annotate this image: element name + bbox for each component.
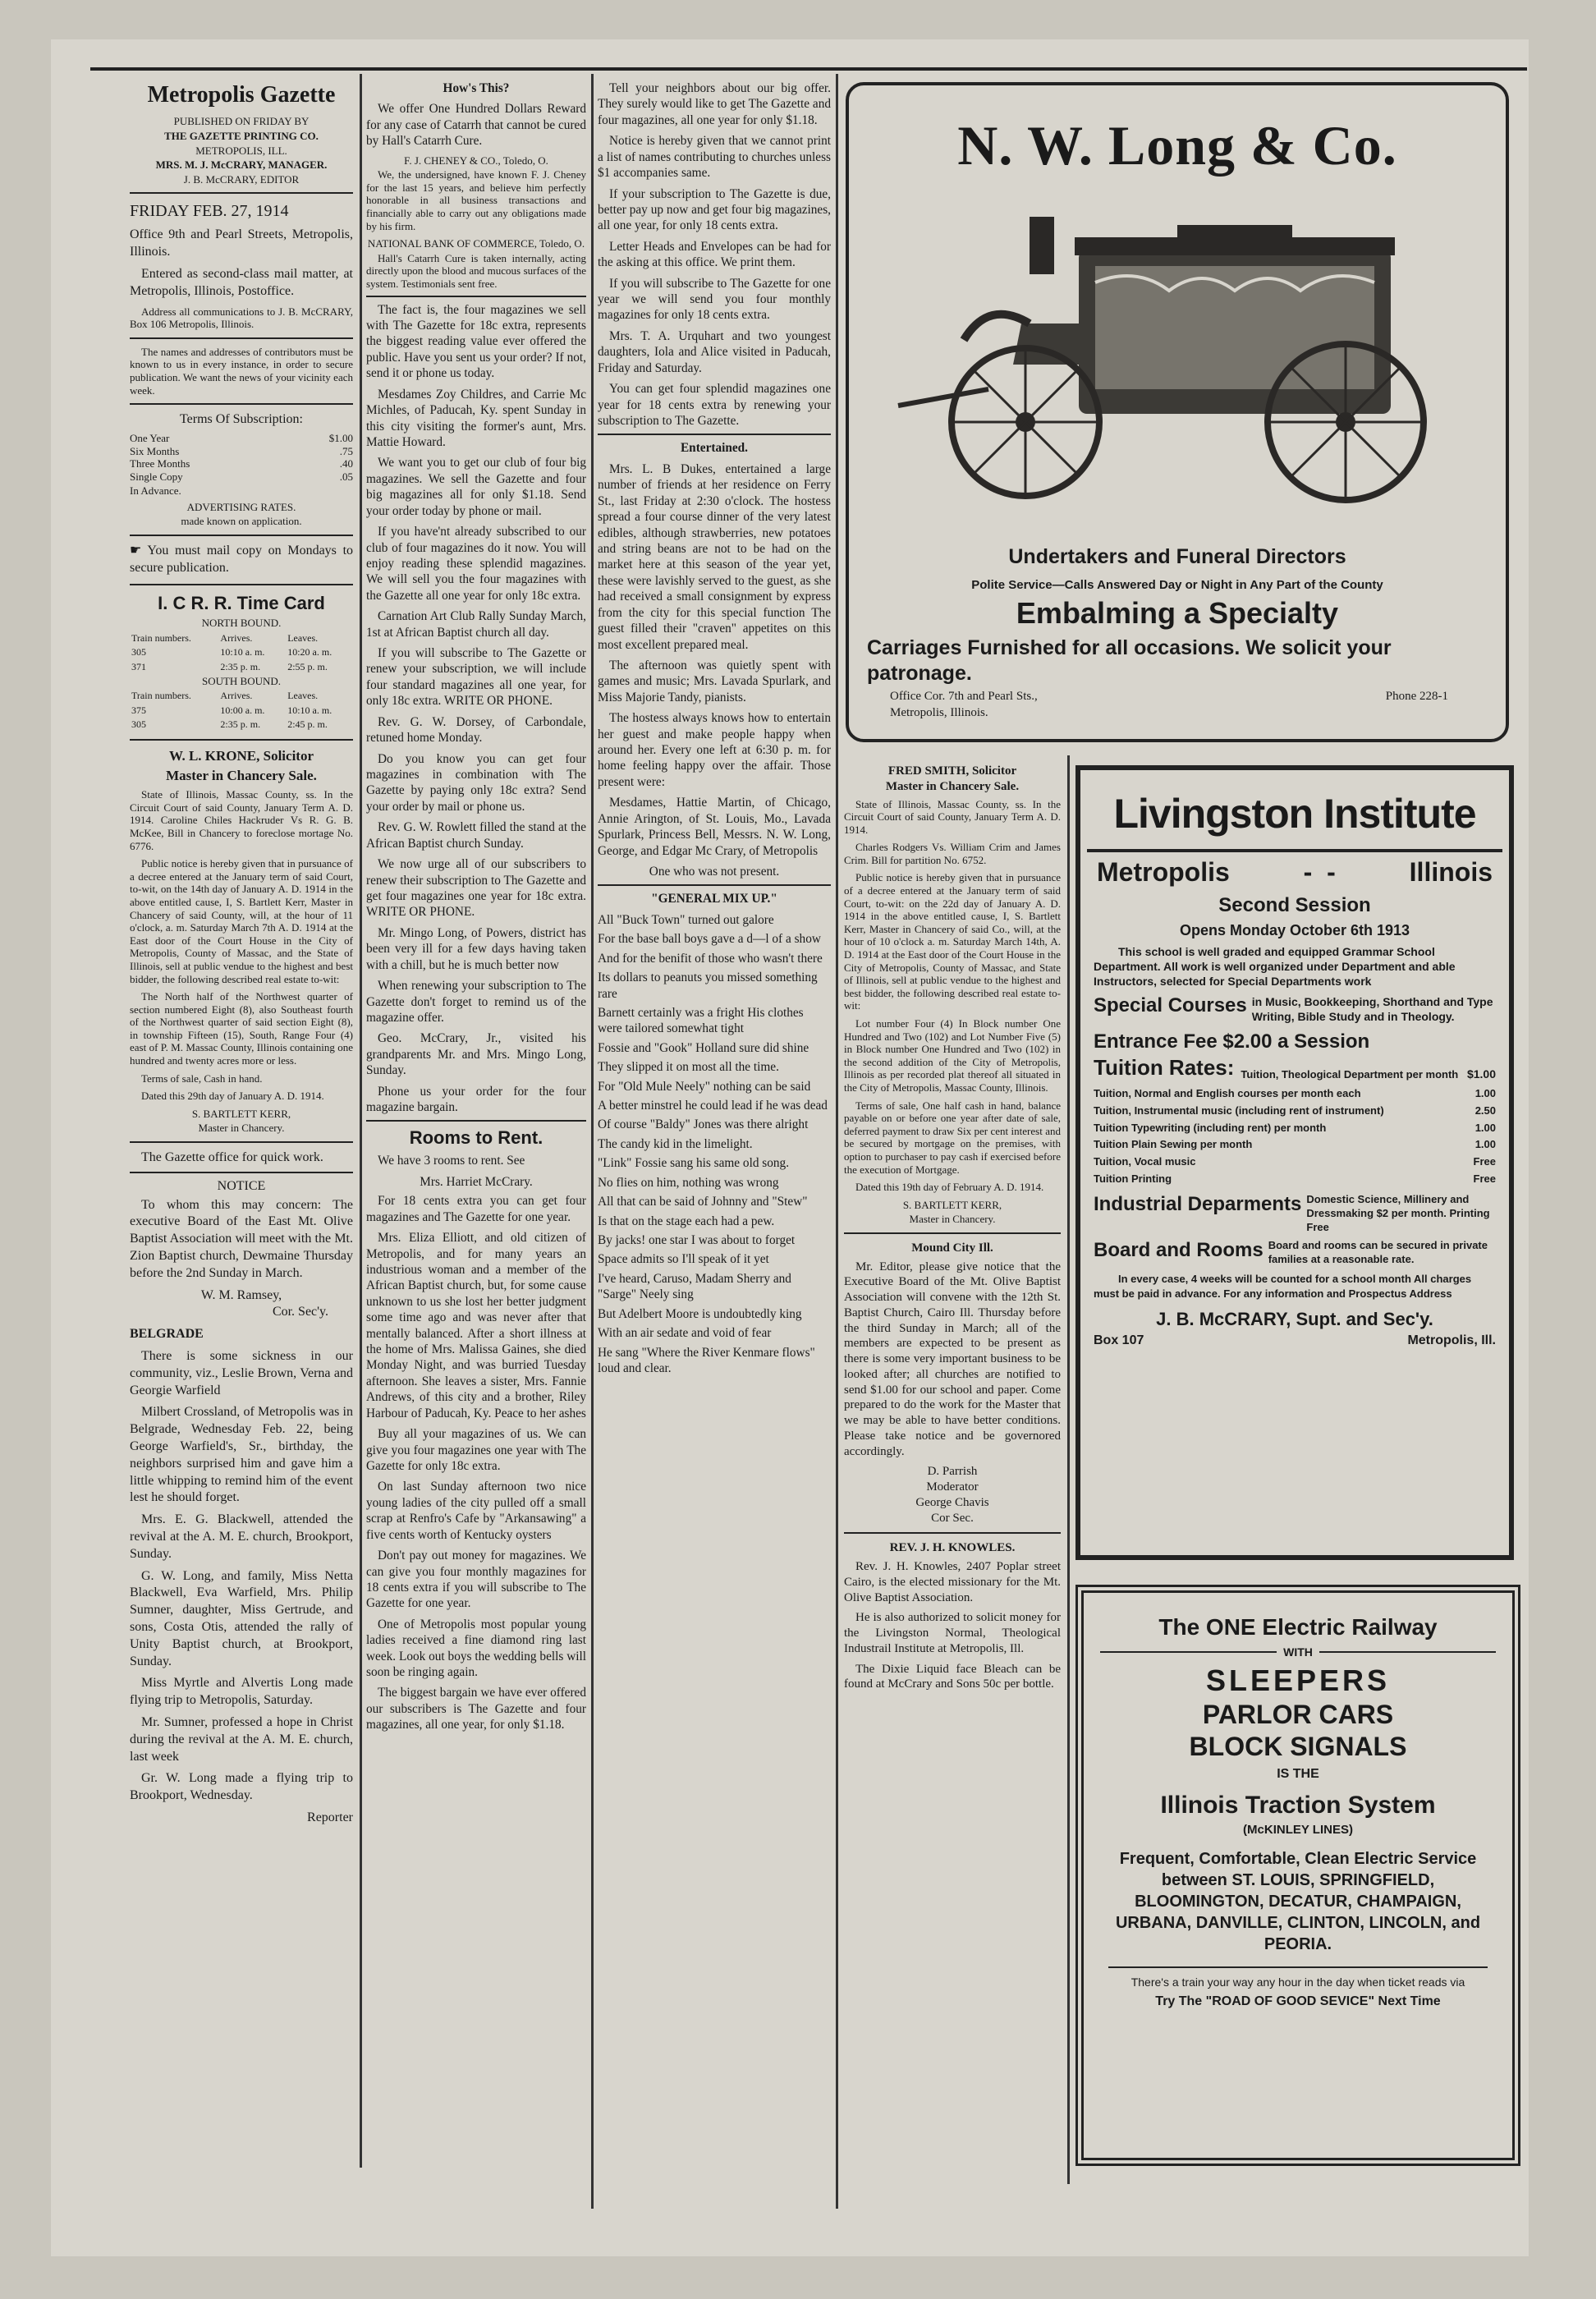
col2-para: When renewing your subscription to The Gazette don't forget to remind us of the magazine offer. (366, 979, 586, 1025)
tuition-theological: Tuition, Theological Department per month (1241, 1067, 1459, 1081)
rooms-heading: Rooms to Rent. (409, 1127, 543, 1149)
livingston-note: In every case, 4 weeks will be counted for a school month All charges must be paid in advance. For any information and Prospectus Address (1094, 1273, 1472, 1301)
entertained-para: The afternoon was quietly spent with games and music; Mrs. Lavada Spurlark, and Miss Majorie Tandy, pianists. (598, 658, 831, 704)
subscription-row: Three Months .40 (130, 457, 353, 470)
livingston-box-row (1094, 1333, 1496, 1348)
livingston-city-line: Metropolis, Ill. (1407, 1333, 1496, 1347)
mound-city-notice (844, 1241, 1061, 1535)
special-courses-row (1094, 994, 1496, 1024)
col3-para: If you will subscribe to The Gazette for one year we will send you four monthly magazines for only 18 cents extra. (598, 276, 831, 323)
hows-body: We offer One Hundred Dollars Reward for any case of Catarrh that cannot be cured by Hall's Catarrh Cure. (366, 102, 586, 149)
livingston-city-row (1080, 857, 1509, 888)
col2-para: Rev. G. W. Dorsey, of Carbondale, retuned home Monday. (366, 714, 586, 746)
poem-line: All that can be said of Johnny and "Stew" (598, 1195, 808, 1209)
board-body: Board and rooms can be secured in private families at a reasonable rate. (1268, 1239, 1488, 1266)
krone-signature: Master in Chancery. (198, 1122, 285, 1135)
tuition-table (1094, 1085, 1496, 1188)
advance-note: In Advance. (130, 484, 181, 498)
column-rule-3 (836, 74, 838, 2209)
column-3 (598, 80, 831, 1379)
col3-para: Mrs. T. A. Urquhart and two youngest daughters, Iola and Alice visited in Paducah, Friday and Saturday. (598, 328, 831, 375)
hearse-illustration (890, 200, 1465, 504)
col2-para: For 18 cents extra you can get four magazines and The Gazette for one year. (366, 1194, 586, 1224)
krone-heading: W. L. KRONE, Solicitor (169, 748, 314, 764)
long-ad-embalm: Embalming a Specialty (1016, 596, 1339, 630)
entrance-fee: Entrance Fee $2.00 a Session (1094, 1030, 1370, 1053)
smith-body: Public notice is hereby given that in pursuance of a decree entered at the January term of said Court, to-wit: on the 22d day of January A. D. 1914 in the above entitled cause, I, S. Bartlett Kerr, Master in Chancery of said Co., will, at the hour of 10 o'clock a. m. Saturday March 14th, A. D. 1914 at the East door of the Court House in the City of Metropolis, County of Massac, and State of Illinois, sell at public vendue to the highest and best bidder, the following described real estate to-wit: (844, 871, 1061, 1012)
entertained-para: The hostess always knows how to entertain her guest and make people happy when around her. Every one left at 6:30 p. m. for home feeling happy over the affair. Those present were: (598, 711, 831, 789)
livingston-state: Illinois (1409, 857, 1493, 887)
col2-para: Mr. Mingo Long, of Powers, district has been very ill for a few days having taken with a chill, but he is much better now (366, 925, 586, 972)
poem-line: All "Buck Town" turned out galore (598, 912, 774, 927)
livingston-institute-ad (1075, 765, 1514, 1560)
subscription-heading: Terms Of Subscription: (180, 412, 303, 427)
poem-line: With an air sedate and void of fear (598, 1326, 772, 1341)
poem-line: For the base ball boys gave a d—l of a show (598, 932, 821, 947)
smith-signature: S. BARTLETT KERR, (902, 1198, 1002, 1211)
belgrade-para: Mr. Sumner, professed a hope in Christ during the revival at the A. M. E. church, last week (130, 1714, 353, 1764)
livingston-signature: J. B. McCRARY, Supt. and Sec'y. (1156, 1308, 1433, 1329)
belgrade-para: Milbert Crossland, of Metropolis was in Belgrade, Wednesday Feb. 22, being George Warfield's, Sr., birthday, the neighbors surprised him and gave him a little whipping to remind him of the event lest he should forget. (130, 1405, 353, 1505)
livingston-body: This school is well graded and equipped Grammar School Department. All work is well organized under Department and able Instructors, selected for Special Departments work (1094, 945, 1456, 989)
col2-para: The fact is, the four magazines we sell with The Gazette for 18c extra, represents the biggest reading value ever offered the public. Have you sent us your order? If not, send it or phone us today. (366, 302, 586, 381)
column-rule-4 (1067, 755, 1070, 2184)
smith-signature: Master in Chancery. (909, 1213, 996, 1226)
cheney-body: We, the undersigned, have known F. J. Cheney for the last 15 years, and believe him perfectly honorable in all business transactions and financially able to carry out any obligations made by his firm. (366, 168, 586, 232)
long-ad-office: Metropolis, Illinois. (890, 706, 988, 719)
belgrade-para: Miss Myrtle and Alvertis Long made flying trip to Metropolis, Saturday. (130, 1676, 353, 1708)
poem-line: The candy kid in the limelight. (598, 1136, 753, 1151)
railway-try: Try The "ROAD OF GOOD SEVICE" Next Time (1155, 1994, 1441, 2009)
col2-para: One of Metropolis most popular young ladies received a fine diamond ring last week. Look out boys the wedding bells will soon be ringing again. (366, 1617, 586, 1680)
railway-train: There's a train your way any hour in the day when ticket reads via (1130, 1975, 1465, 1989)
smith-body: Terms of sale, One half cash in hand, balance payable on or before one year after date of sale, deferred payment to draw Six per cent interest and be secured by mortgage on the premises, with option to purchaser to pay cash if exercised before the execution of Mortgage. (844, 1099, 1061, 1176)
time-card-title: I. C R. R. Time Card (158, 592, 325, 613)
mail-note: You must mail copy on Mondays to secure publication. (130, 544, 354, 575)
issue-date: FRIDAY FEB. 27, 1914 (130, 202, 289, 221)
livingston-box: Box 107 (1094, 1333, 1144, 1347)
entertained-para: Mrs. L. B Dukes, entertained a large number of friends at her residence on Ferry St., last Friday at 2:30 o'clock. The hostess spread a four course dinner of the very latest edibles, although strawberries, new potatoes and string beans are not to be had on the market here at this season of the year yet, these were lavishly served to the guest, as she had received a small consignment by express from the city for this special function The guest filled their "craven" appetites on this most excellent prepared meal. (598, 461, 831, 652)
smith-heading: FRED SMITH, Solicitor (887, 764, 1017, 778)
advertising-heading: ADVERTISING RATES. (186, 500, 296, 513)
railway-isthe: IS THE (1277, 1767, 1319, 1781)
poem-line: But Adelbert Moore is undoubtedly king (598, 1306, 802, 1321)
belgrade-heading: BELGRADE (130, 1327, 204, 1342)
col3-para: You can get four splendid magazines one year for 18 cents extra by renewing your subscription to The Gazette. (598, 382, 831, 429)
railway-name: Illinois Traction System (1160, 1792, 1436, 1819)
tuition-rates-row (1094, 1055, 1496, 1081)
notice-body: To whom this may concern: The executive Board of the East Mt. Olive Baptist Association will meet with the Mt. Zion Baptist church, Dewmaine Thursday before the 2nd Sunday in March. (130, 1197, 353, 1280)
col3-para: If your subscription to The Gazette is due, better pay up now and get four big magazines, all one year, for only 18 cents extra. (598, 186, 831, 233)
masthead-line: J. B. McCRARY, EDITOR (183, 172, 300, 186)
pointing-hand-icon: ☛ (130, 544, 142, 558)
south-table: Train numbers. Arrives. Leaves. 375 10:00 a. m. 10:10 a. m. 305 2:35 p. m. 2:45 p. m. (131, 690, 332, 731)
long-ad-phone: Phone 228-1 (1385, 690, 1448, 703)
north-table: Train numbers. Arrives. Leaves. 305 10:10 a. m. 10:20 a. m. 371 2:35 p. m. 2:55 p. m. (131, 631, 332, 673)
poem-line: Its dollars to peanuts you missed something rare (598, 971, 818, 1001)
krone-body: Terms of sale, Cash in hand. (141, 1071, 263, 1085)
time-card (130, 592, 353, 741)
railway-with: WITH (1283, 1645, 1313, 1659)
column-rule-1 (360, 74, 362, 2168)
belgrade-signature: Reporter (307, 1810, 353, 1824)
krone-sale-notice (130, 747, 353, 1143)
col2-para: Rev. G. W. Rowlett filled the stand at the African Baptist church Sunday. (366, 820, 586, 851)
long-ad-subtitle: Undertakers and Funeral Directors (1008, 545, 1346, 568)
col2-para: The biggest bargain we have ever offered our subscribers is The Gazette and four magazines, all one year, for only $1.18. (366, 1686, 586, 1732)
railway-mckinley: (McKINLEY LINES) (1243, 1823, 1353, 1837)
col2-para: Mesdames Zoy Childres, and Carrie Mc Michles, of Paducah, Ky. spent Sunday in this city visiting the former's aunt, Mrs. Mattie Howard. (366, 387, 586, 449)
tuition-row: Tuition Plain Sewing per month 1.00 (1094, 1138, 1496, 1151)
col2-para: Phone us your order for the four magazine bargain. (366, 1084, 586, 1115)
with-row (1100, 1645, 1496, 1659)
names-notice: The names and addresses of contributors must be known to us in every instance, in order to secure publication. We want the news of your vicinity each week. (130, 345, 353, 397)
masthead-title: Metropolis Gazette (147, 82, 336, 108)
belgrade-para: There is some sickness in our community, viz., Leslie Brown, Verna and Georgie Warfield (130, 1349, 353, 1397)
col2-para: Geo. McCrary, Jr., visited his grandparents Mr. and Mrs. Mingo Long, Sunday. (366, 1031, 586, 1078)
knowles-body: The Dixie Liquid face Bleach can be found at McCrary and Sons 50c per bottle. (844, 1662, 1061, 1691)
poem-line: They slipped it on most all the time. (598, 1060, 779, 1075)
railway-sleepers: SLEEPERS (1205, 1663, 1391, 1697)
lamp-icon (1030, 217, 1054, 274)
poem-line: For "Old Mule Neely" nothing can be said (598, 1079, 811, 1094)
poem-line: Space admits so I'll speak of it yet (598, 1252, 769, 1267)
krone-subheading: Master in Chancery Sale. (166, 768, 317, 784)
tuition-row: Tuition Printing Free (1094, 1172, 1496, 1185)
top-rule (90, 67, 1527, 71)
notice-signature: Cor. Sec'y. (272, 1305, 328, 1319)
poem-line: Fossie and "Gook" Holland sure did shine (598, 1040, 809, 1055)
krone-body: Public notice is hereby given that in pursuance of a decree entered at the January term of said Court, to-wit, on the 14th day of January A. D. 1914 in the above entitled cause, I, S. Bartlett Kerr, Master in Chancery of said County, will, at the hour of 11 o'clock, a. m. Saturday March 7th A. D. 1914 at the East door of the Court House in the City of Metropolis, County of Massac, and the State of Illinois, sell at public vendue to the highest and best bidder, the following described real estate to-wit: (130, 857, 353, 985)
col2-para: On last Sunday afternoon two nice young ladies of the city pulled off a small scrap at Renfro's Cafe by "Arkansawing" a five cents worth of Kentucky oysters (366, 1480, 586, 1542)
tuition-row: Tuition Typewriting (including rent) per month 1.00 (1094, 1121, 1496, 1134)
livingston-session: Second Session (1218, 894, 1371, 916)
mix-up-heading: "GENERAL MIX UP." (651, 892, 777, 906)
poem-line: A better minstrel he could lead if he was dead (598, 1099, 828, 1113)
subscription-row: Single Copy .05 (130, 470, 353, 483)
notice-signature: W. M. Ramsey, (200, 1287, 282, 1302)
special-courses-body: in Music, Bookkeeping, Shorthand and Type Writing, Bible Study and in Theology. (1251, 994, 1493, 1023)
col2-para: If you have'nt already subscribed to our club of four magazines do it now. You will enjoy reading these splendid magazines. We will sell you the four magazines with the Gazette all one year for only 18c extra. (366, 525, 586, 603)
livingston-title: Livingston Institute (1113, 791, 1476, 837)
knowles-notice (844, 1540, 1061, 1692)
long-ad-office: Office Cor. 7th and Pearl Sts., (890, 690, 1038, 703)
knowles-body: He is also authorized to solicit money for the Livingston Normal, Theological Industrail Institute at Metropolis, Ill. (844, 1611, 1061, 1655)
hows-this-heading: How's This? (443, 81, 510, 95)
north-bound: NORTH BOUND. (201, 617, 282, 630)
address-notice: Address all communications to J. B. McCRARY, Box 106 Metropolis, Illinois. (130, 305, 353, 331)
smith-body: State of Illinois, Massac County, ss. In the Circuit Court of said County, January Term A. D. 1914. (844, 797, 1061, 836)
mound-signature: D. Parrish (927, 1465, 978, 1479)
tuition-price: $1.00 (1466, 1067, 1496, 1081)
railway-title: The ONE Electric Railway (1158, 1614, 1438, 1640)
livingston-opens: Opens Monday October 6th 1913 (1179, 922, 1410, 938)
poem-line: By jacks! one star I was about to forget (598, 1233, 796, 1247)
smith-subheading: Master in Chancery Sale. (885, 779, 1020, 793)
entertained-signature: One who was not present. (649, 864, 780, 879)
masthead (130, 80, 353, 405)
long-undertaker-ad (846, 82, 1509, 742)
col2-para: We want you to get our club of four big magazines. We sell the Gazette and four big magazines all for only $1.18. Send your order today by phone or mail. (366, 456, 586, 518)
column-2 (366, 80, 586, 1738)
poem-line: No flies on him, nothing was wrong (598, 1175, 779, 1190)
masthead-line: METROPOLIS, ILL. (195, 144, 287, 157)
column-rule-2 (591, 74, 594, 2209)
industrial-body: Domestic Science, Millinery and Dressmaking $2 per month. Printing Free (1306, 1192, 1490, 1233)
col2-para: If you will subscribe to The Gazette or renew your subscription, we will include four standard magazines all one year, for only 18c extra. WRITE OR PHONE. (366, 646, 586, 709)
col2-para: Do you know you can get four magazines in combination with The Gazette by paying only 18c extra? Send your order by mail or phone us. (366, 751, 586, 814)
mound-heading: Mound City Ill. (911, 1241, 993, 1255)
mound-signature: Cor Sec. (931, 1511, 974, 1525)
col2-para: Carnation Art Club Rally Sunday March, 1st at African Baptist church all day. (366, 609, 586, 640)
entertained-heading: Entertained. (680, 441, 748, 456)
subscription-row: Six Months .75 (130, 444, 353, 457)
railway-parlor: PARLOR CARS (1202, 1700, 1394, 1729)
long-ad-carriages: Carriages Furnished for all occasions. We solicit your patronage. (867, 636, 1392, 686)
poem-line: Is that on the stage each had a pew. (598, 1214, 775, 1228)
tuition-row: Tuition, Instrumental music (including rent of instrument) 2.50 (1094, 1104, 1496, 1117)
belgrade-section (130, 1326, 353, 1827)
poem-line: And for the benifit of those who wasn't there (598, 951, 823, 966)
subscription-row: One Year $1.00 (130, 431, 353, 444)
tuition-row: Tuition, Vocal music Free (1094, 1155, 1496, 1168)
mound-signature: George Chavis (915, 1495, 989, 1509)
board-heading: Board and Rooms (1094, 1239, 1264, 1262)
col3-para: Letter Heads and Envelopes can be had for the asking at this office. We print them. (598, 239, 831, 270)
krone-signature: S. BARTLETT KERR, (191, 1107, 291, 1120)
notice-section (130, 1178, 353, 1321)
masthead-line: THE GAZETTE PRINTING CO. (164, 129, 319, 142)
tuition-row: Tuition, Normal and English courses per month each 1.00 (1094, 1086, 1496, 1099)
col2-para: We now urge all of our subscribers to renew their subscription to The Gazette and get four magazines one year for 18c extra. WRITE OR PHONE. (366, 857, 586, 920)
illinois-traction-ad (1075, 1585, 1520, 2166)
knowles-body: Rev. J. H. Knowles, 2407 Poplar street Cairo, is the elected missionary for the Mt. Olive Baptist Association. (844, 1560, 1061, 1604)
belgrade-para: Mrs. E. G. Blackwell, attended the revival at the A. M. E. church, Brookport, Sunday. (130, 1512, 353, 1561)
gazette-office-note: The Gazette office for quick work. (141, 1150, 323, 1165)
railway-body: Frequent, Comfortable, Clean Electric Service between ST. LOUIS, SPRINGFIELD, BLOOMINGTON, DECATUR, CHAMPAIGN, URBANA, DANVILLE, CLINTON, LINCOLN, and PEORIA. (1115, 1850, 1481, 1953)
entered-notice: Entered as second-class mail matter, at Metropolis, Illinois, Postoffice. (130, 266, 353, 298)
belgrade-para: G. W. Long, and family, Miss Netta Blackwell, Eva Warfield, Mrs. Philip Sumner, daughter, Miss Gertrude, and sons, Costa Otis, attended the rally of Unity Baptist church, at Brookport, Sunday. (130, 1568, 353, 1668)
board-row (1094, 1239, 1496, 1267)
mix-up-poem (598, 912, 831, 1377)
poem-line: I've heard, Caruso, Madam Sherry and "Sarge" Neely sing (598, 1271, 791, 1302)
poem-line: Barnett certainly was a fright His clothes were tailored somewhat tight (598, 1005, 804, 1036)
dash-separator: - - (1303, 857, 1336, 887)
krone-body: State of Illinois, Massac County, ss. In the Circuit Court of said County, January Term A. D. 1914. Caroline Chiles Hackruder Vs R. G. B. McKee, Bill in Chancery to foreclose mortage No. 6776. (130, 788, 353, 852)
col3-para: Notice is hereby given that we cannot print a list of names contributing to churches unless $1 accompanies same. (598, 134, 831, 181)
tuition-heading: Tuition Rates: (1094, 1054, 1235, 1080)
rooms-body: We have 3 rooms to rent. See (378, 1154, 525, 1168)
masthead-line: PUBLISHED ON FRIDAY BY (173, 115, 310, 128)
rooms-signature: Mrs. Harriet McCrary. (420, 1174, 533, 1189)
special-courses-heading: Special Courses (1094, 993, 1247, 1016)
col2-para: Buy all your magazines of us. We can give you four magazines one year with The Gazette for only 18c extra. (366, 1427, 586, 1473)
advertising-note: made known on application. (181, 515, 302, 528)
livingston-city: Metropolis (1097, 857, 1230, 887)
cheney-line: F. J. CHENEY & CO., Toledo, O. (404, 154, 548, 167)
knowles-heading: REV. J. H. KNOWLES. (889, 1541, 1016, 1555)
notice-heading: NOTICE (217, 1178, 266, 1193)
south-bound: SOUTH BOUND. (201, 674, 282, 687)
col2-para: Don't pay out money for magazines. We can give you four monthly magazines for 18 cents extra if you will subscribe to The Gazette for one year. (366, 1549, 586, 1611)
halls-body: Hall's Catarrh Cure is taken internally, acting directly upon the blood and mucous surfaces of the system. Testimonials sent free. (366, 251, 586, 291)
masthead-line: MRS. M. J. McCRARY, MANAGER. (155, 158, 328, 172)
smith-body: Lot number Four (4) In Block number One Hundred and Two (102) and Lot Number Five (5) in Block number One Hundred and Two (102) in the second addition of the City of Metropolis, Illinois as per recorded plat thereof all situated in the City of Metropolis, Massac County, Illinois. (844, 1017, 1061, 1094)
poem-line: Of course "Baldy" Jones was there alright (598, 1117, 809, 1132)
poem-line: He sang "Where the River Kenmare flows" loud and clear. (598, 1345, 815, 1375)
long-ad-polite: Polite Service—Calls Answered Day or Night in Any Part of the County (971, 578, 1383, 592)
industrial-row (1094, 1193, 1496, 1235)
industrial-heading: Industrial Deparments (1094, 1192, 1302, 1215)
belgrade-para: Gr. W. Long made a flying trip to Brookport, Wednesday. (130, 1771, 353, 1803)
column-1 (130, 80, 353, 1827)
subscription-terms (130, 411, 353, 585)
smith-body: Dated this 19th day of February A. D. 1914. (855, 1181, 1044, 1194)
bank-line: NATIONAL BANK OF COMMERCE, Toledo, O. (367, 237, 585, 250)
poem-line: "Link" Fossie sang his same old song. (598, 1156, 790, 1171)
railway-signals: BLOCK SIGNALS (1189, 1732, 1407, 1761)
entertained-para: Mesdames, Hattie Martin, of Chicago, Annie Arington, of St. Louis, Mo., Lavada Spurlark, Princess Bell, Messrs. N. W. Long, George, and Edgar Mc Crary, of Metropolis (598, 796, 831, 858)
column-4 (844, 764, 1061, 1697)
mound-signature: Moderator (926, 1480, 979, 1494)
long-ad-title: N. W. Long & Co. (957, 114, 1397, 177)
col3-para: Tell your neighbors about our big offer. They surely would like to get The Gazette and four magazines, all one year for only $1.18. (598, 81, 831, 127)
krone-body: The North half of the Northwest quarter of section numbered Eight (8), also Southeast fourth of the Northwest quarter of said section Eight (8), in township Fifteen (15), South, Range Four (4) east of P. M. Massac County, Illinois containing one hundred and twenty acres more or less. (130, 990, 353, 1067)
krone-body: Dated this 29th day of January A. D. 1914. (141, 1090, 324, 1103)
col2-para: Mrs. Eliza Elliott, and old citizen of Metropolis, and for many years an industrious woman and a member of the African Baptist church, but, for some cause unknown to us she lost her better judgment some time ago and was never after that mentally balanced. After a short illness at the home of Mrs. Malissa Gaines, she died Monday Night, and was burried Tuesday afternoon. She leaves a sister, Mrs. Fannie Andrews, of this city and a brother, Riley Harbour of Paducah, Ky. Peace to her ashes (366, 1231, 586, 1420)
smith-body: Charles Rodgers Vs. William Crim and James Crim. Bill for partition No. 6752. (844, 841, 1061, 866)
smith-sale-notice (844, 764, 1061, 1234)
office-address: Office 9th and Pearl Streets, Metropolis, Illinois. (130, 227, 353, 259)
mound-body: Mr. Editor, please give notice that the Executive Board of the Mt. Olive Baptist Association will convene with the 12th St. Baptist Church, Cairo Ill. Thursday before the third Sunday in March; all of the members are expected to be present as there is some very important business to be looked after; all churches are notified to send $1.00 for our school and paper. Come prepared to do the work for the Master that we may be able to have better conditions. Please take notice and be governored accordingly. (844, 1260, 1061, 1458)
